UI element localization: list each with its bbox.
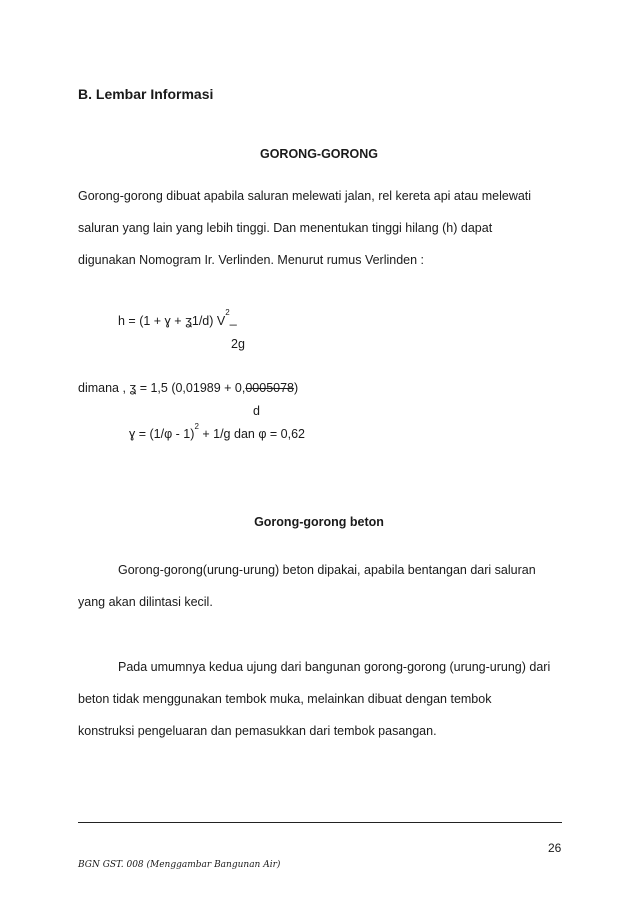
formula-h-superscript: 2: [225, 308, 230, 317]
paragraph-2-line-2: yang akan dilintasi kecil.: [78, 595, 213, 609]
footer-text: BGN GST. 008 (Menggambar Bangunan Air): [78, 860, 281, 870]
subtitle: Gorong-gorong beton: [254, 515, 384, 529]
formula-gamma-rest: + 1/g dan φ = 0,62: [198, 427, 305, 441]
intro-line-3: digunakan Nomogram Ir. Verlinden. Menurut rumus Verlinden :: [78, 253, 425, 267]
paragraph-3-line-3: konstruksi pengeluaran dan pemasukkan dari tembok pasangan.: [78, 724, 437, 738]
paragraph-3: [78, 651, 562, 747]
intro-paragraph: [78, 180, 562, 276]
page-title: GORONG-GORONG: [259, 147, 379, 161]
formula-dimana-strike: 0005078: [245, 381, 295, 395]
formula-dimana-prefix: dimana , ʓ = 1,5 (0,01989 + 0,: [78, 381, 246, 395]
page-number: 26: [548, 841, 562, 855]
formula-dimana-denominator: d: [253, 404, 260, 418]
formula-h-main: h = (1 + ɣ + ʓ1/d) V: [118, 314, 226, 328]
formula-gamma-superscript: 2: [194, 422, 199, 431]
formula-gamma-main: ɣ = (1/φ - 1): [129, 427, 195, 441]
formula-h-denominator: 2g: [231, 337, 245, 351]
paragraph-3-line-2: beton tidak menggunakan tembok muka, melainkan dibuat dengan tembok: [78, 692, 492, 706]
formula-h-dash: _: [229, 312, 237, 326]
formula-gamma: [129, 422, 305, 441]
paragraph-2: [78, 554, 562, 618]
section-heading: B. Lembar Informasi: [78, 86, 214, 102]
formula-dimana-suffix: ): [294, 381, 299, 395]
intro-line-2: saluran yang lain yang lebih tinggi. Dan menentukan tinggi hilang (h) dapat: [78, 221, 493, 235]
formula-dimana: [78, 381, 298, 395]
footer-divider: [78, 822, 562, 823]
paragraph-3-line-1: Pada umumnya kedua ujung dari bangunan gorong-gorong (urung-urung) dari: [118, 660, 551, 674]
paragraph-2-line-1: Gorong-gorong(urung-urung) beton dipakai, apabila bentangan dari saluran: [118, 563, 536, 577]
intro-line-1: Gorong-gorong dibuat apabila saluran melewati jalan, rel kereta api atau melewati: [78, 189, 532, 203]
formula-h: [118, 308, 237, 328]
